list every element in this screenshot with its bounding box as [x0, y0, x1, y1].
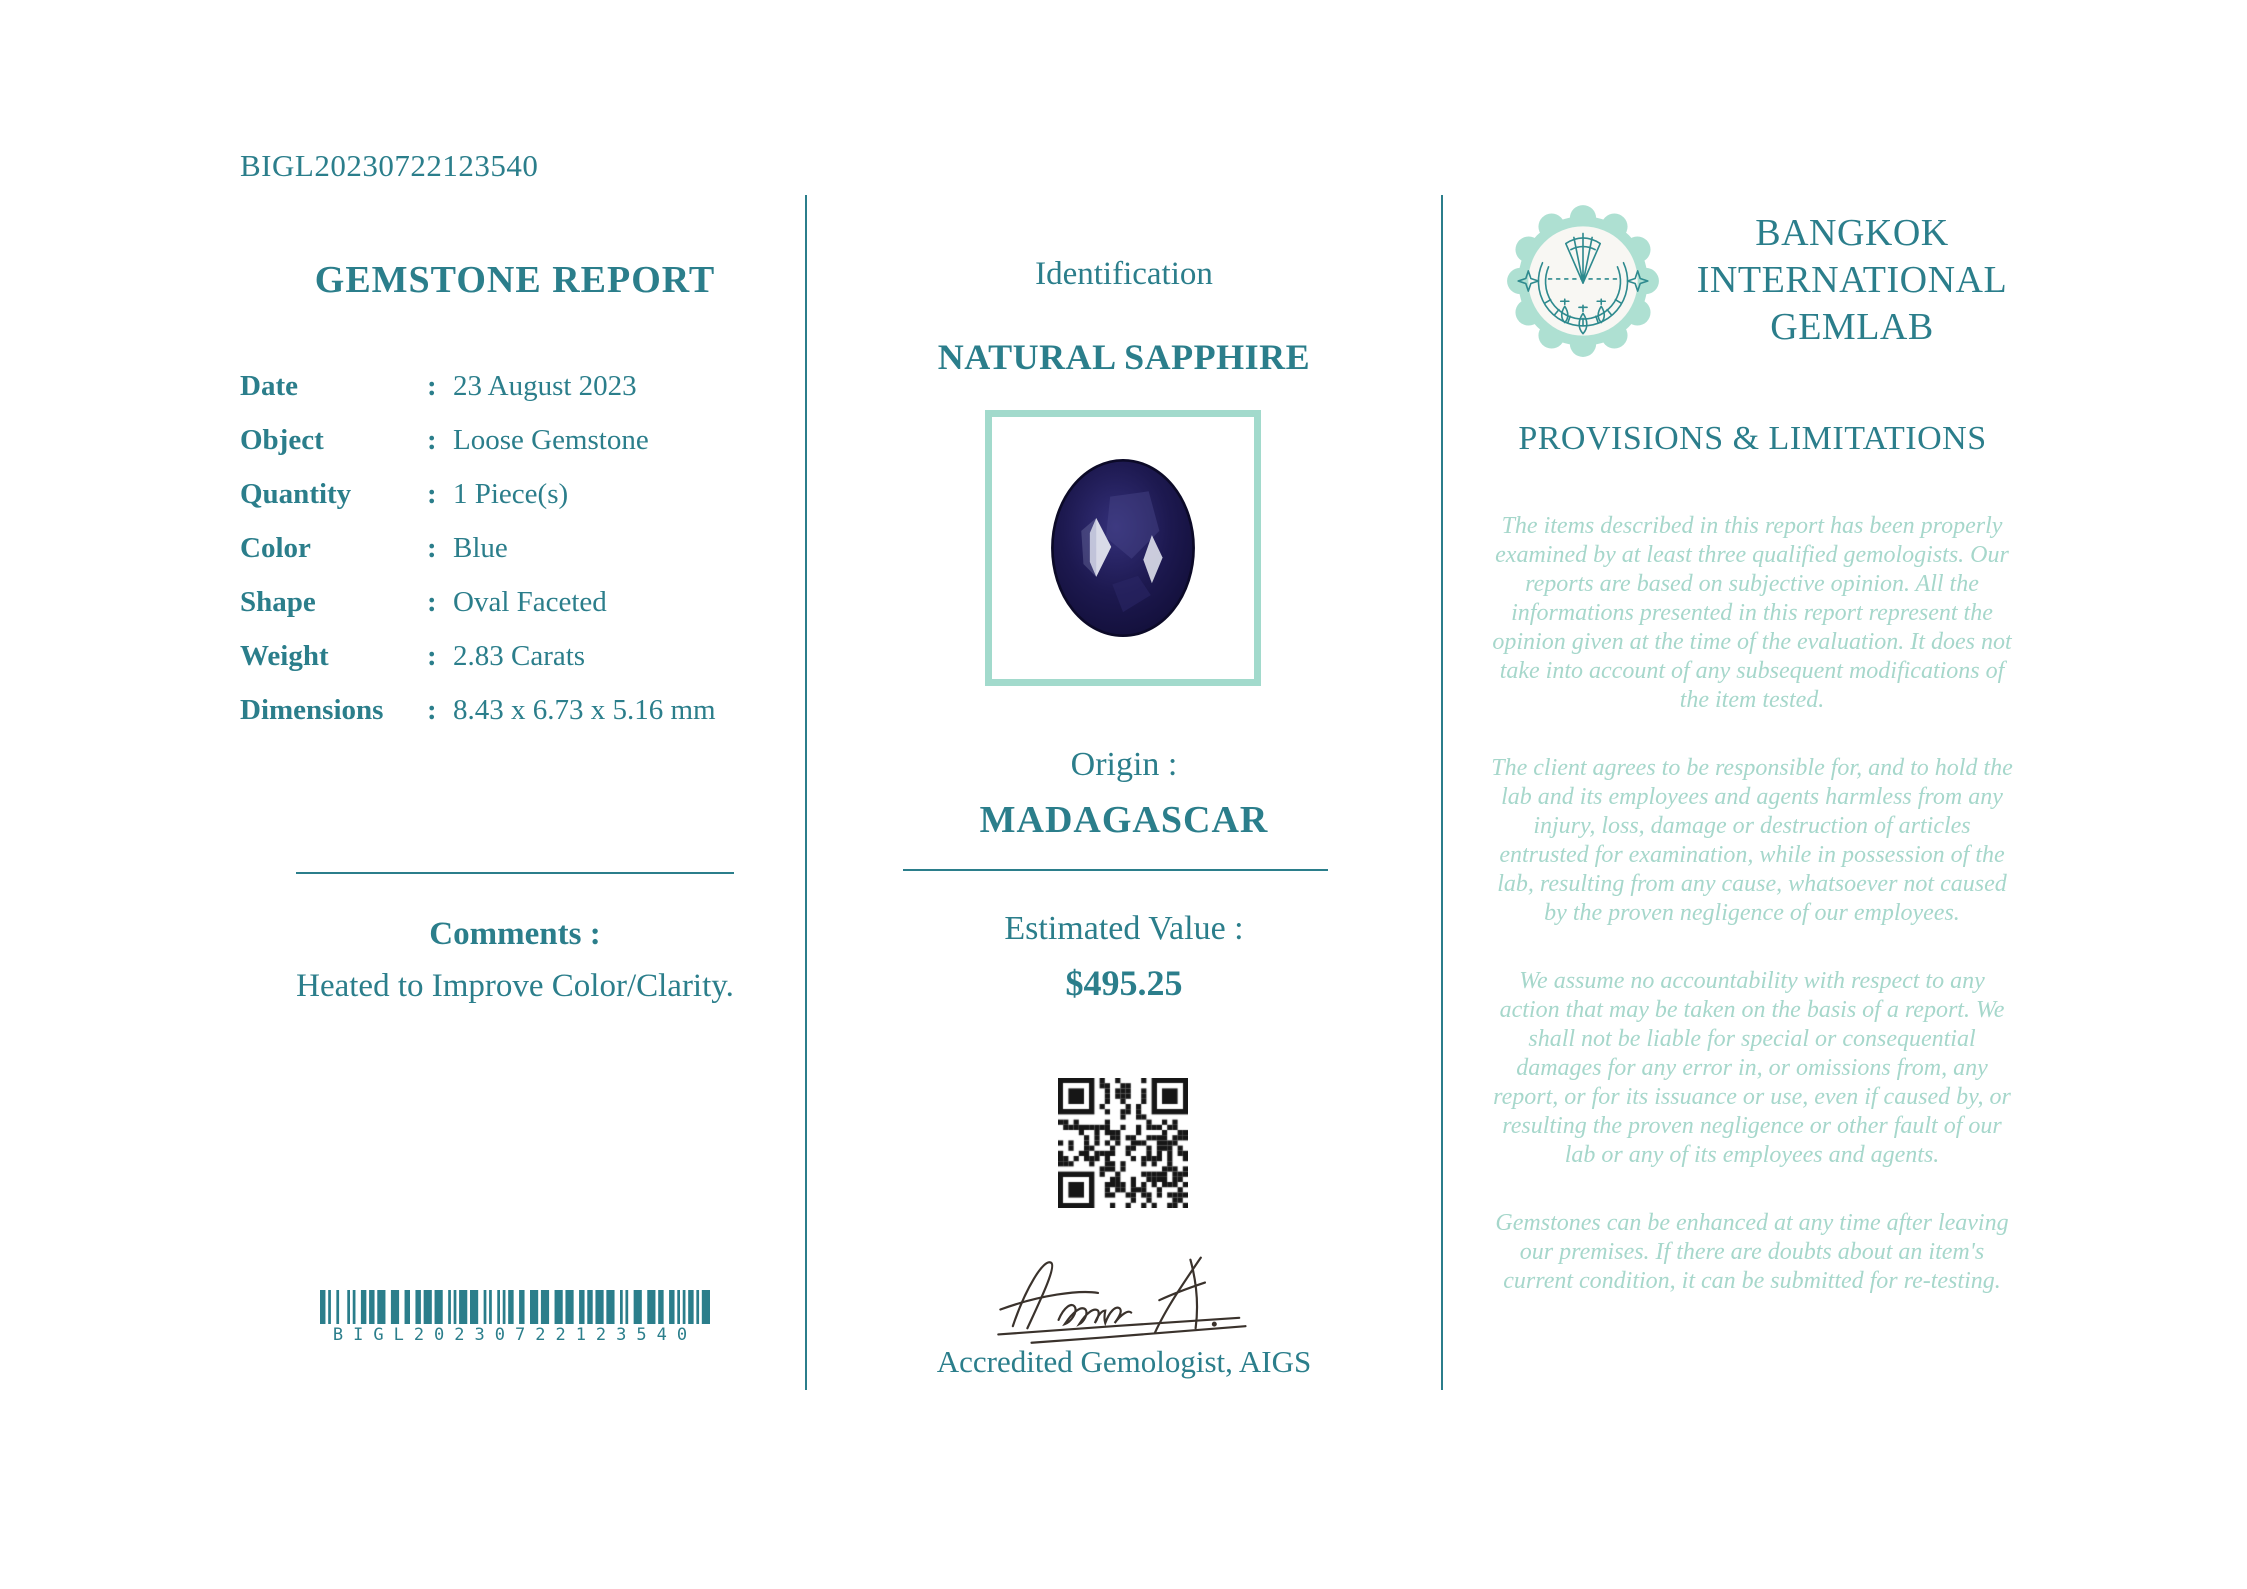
- field-colon: :: [427, 640, 437, 672]
- field-value-shape: Oval Faceted: [453, 586, 607, 618]
- identification-label: Identification: [1035, 256, 1213, 292]
- lab-name: BANGKOK INTERNATIONAL GEMLAB: [1696, 212, 2008, 348]
- barcode: [320, 1290, 710, 1345]
- field-label-shape: Shape: [240, 586, 316, 618]
- provisions-title: PROVISIONS & LIMITATIONS: [1518, 420, 1987, 457]
- provisions-paragraph-3: We assume no accountability with respect to any action that may be taken on the basis of a report. We shall not be liable for special or consequential damages for any error in, or omissions from, any report, or for its issuance or use, even if caused by, or resulting the proven negligence or other fault of our lab or any of its employees and agents.: [1493, 968, 2011, 1168]
- field-value-weight: 2.83 Carats: [453, 640, 586, 672]
- field-value-date: 23 August 2023: [453, 370, 637, 402]
- field-colon: :: [427, 586, 437, 618]
- comments-label: Comments :: [429, 916, 601, 952]
- field-label-date: Date: [240, 370, 298, 402]
- gemologist-title: Accredited Gemologist, AIGS: [936, 1344, 1312, 1379]
- field-colon: :: [427, 424, 437, 456]
- field-colon: :: [427, 370, 437, 402]
- gemstone-photo-frame: [985, 410, 1261, 686]
- report-id: BIGL20230722123540: [240, 148, 539, 183]
- lab-logo-badge: [1502, 200, 1664, 362]
- field-label-dimensions: Dimensions: [240, 694, 384, 726]
- field-colon: :: [427, 532, 437, 564]
- report-title: GEMSTONE REPORT: [314, 259, 716, 301]
- provisions-paragraph-1: The items described in this report has been properly examined by at least three qualified gemologists. Our reports are based on subjective opinion. All the informations presented in this report represent the opinion given at the time of the evaluation. It does not take into account of any subsequent modifications of the item tested.: [1492, 513, 2012, 713]
- stone-name: NATURAL SAPPHIRE: [937, 337, 1311, 377]
- provisions-paragraph-4: Gemstones can be enhanced at any time after leaving our premises. If there are doubts about an item's current condition, it can be submitted for re-testing.: [1495, 1210, 2009, 1294]
- origin-value: MADAGASCAR: [979, 799, 1269, 841]
- field-label-object: Object: [240, 424, 324, 456]
- barcode-bars: [320, 1290, 710, 1324]
- middle-divider: [903, 869, 1328, 871]
- field-value-dimensions: 8.43 x 6.73 x 5.16 mm: [453, 694, 716, 726]
- barcode-text: BIGL20230722123540: [332, 1325, 698, 1345]
- field-value-quantity: 1 Piece(s): [453, 478, 569, 510]
- field-label-color: Color: [240, 532, 311, 564]
- provisions-paragraph-2: The client agrees to be responsible for, and to hold the lab and its employees and agents harmless from any injury, loss, damage or destruction of articles entrusted for examination, while in possession of the lab, resulting from any cause, whatsoever not caused by the proven negligence of our employees.: [1491, 755, 2013, 926]
- field-label-quantity: Quantity: [240, 478, 352, 510]
- report-fields: [240, 372, 790, 725]
- origin-label: Origin :: [1070, 746, 1178, 783]
- estimated-value-label: Estimated Value :: [1004, 910, 1244, 947]
- estimated-value-amount: $495.25: [1065, 963, 1183, 1003]
- column-separator-right: [1441, 195, 1443, 1390]
- qr-code: [1058, 1078, 1188, 1208]
- field-colon: :: [427, 694, 437, 726]
- comments-divider: [296, 872, 734, 874]
- field-label-weight: Weight: [240, 640, 329, 672]
- comments-text: Heated to Improve Color/Clarity.: [296, 968, 734, 1004]
- gemstone-photo: [1048, 456, 1198, 640]
- field-value-color: Blue: [453, 532, 508, 564]
- signature: [990, 1243, 1260, 1347]
- field-colon: :: [427, 478, 437, 510]
- field-value-object: Loose Gemstone: [453, 424, 649, 456]
- provisions-text: [1488, 512, 2016, 1335]
